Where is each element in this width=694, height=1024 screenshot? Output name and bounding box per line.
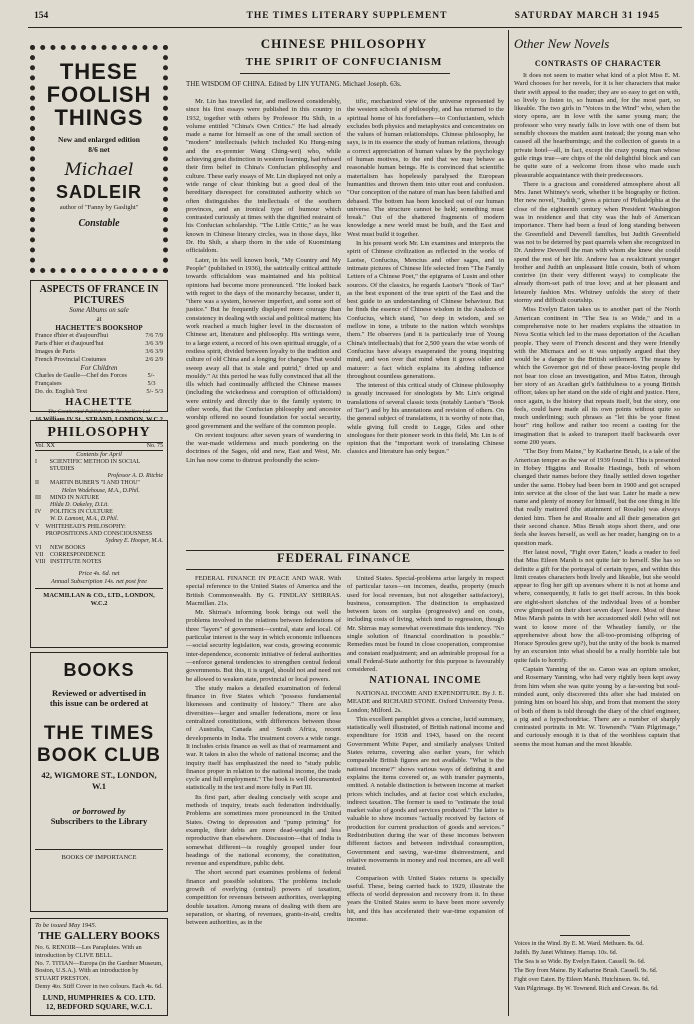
paragraph: Captain Yanning of the ss. Canso was an opium smoker, and Rosemary Yanning, who had very rightly been kept away from him when she was quite young by a far-seeing but soul-minded aunt, only discovered this after she had insisted on joining him on board his ship, and from that moment the story of both of them is told through the diary of the chief engineer, a pig and a hypochondriac. There are a number of sharply contrasted portraits in Mr. W. Townend's "Vain Pilgrimage," and curiously enough it is that of the worthless captain that seems the most human and the most likeable.: [514, 666, 680, 748]
contents-title: [50, 495, 109, 509]
article-column: [347, 690, 504, 1016]
ad-item-price: 5/- 5/3: [146, 388, 163, 396]
contents-title-text: WHITEHEAD'S PHILOSOPHY: PROPOSITIONS AND CONSCIOUSNESS: [45, 523, 153, 537]
ad-line-1: Reviewed or advertised in: [51, 687, 147, 698]
contents-author: Professor A. D. Ritchie: [107, 473, 163, 480]
contents-title: [50, 559, 102, 566]
ad-publisher: Constable: [78, 217, 120, 229]
ad-shop: HACHETTE'S BOOKSHOP: [55, 323, 143, 332]
ad-price: 8/6 net: [88, 144, 110, 154]
contents-item: [35, 524, 163, 546]
booklist-rule: [560, 935, 630, 936]
ad-publisher: HACHETTE: [65, 397, 133, 409]
ad-line-2: this issue can be ordered at: [49, 698, 149, 709]
ad-volume-bar: [35, 442, 163, 452]
paragraph: Later, in his well known book, "My Country and My People" (published in 1936), the satirically critical attitude towards officialdom was maintained and his political opinions had become more pronounced. "He looked back with regret to the days of the monarchy because, under it, "there was a system, however imperfect, and some sort of justice." But he frequently displayed more courage than consistency in dealing with social and political matters; his work reached a much higher level in the discussion of Chinese art, literature and philosophy. His writings were, to a large extent, a record of his own spiritual struggle, of a restless spirit, divided between loyalty to the tradition and culture of old China and a longing for changes "that would sweep away all that is stale and putrid," dried up and mouldy." At this period he was fully convinced that all the ills which had continually afflicted the Chinese masses (including the wickedness and corruption of officialdom) were entirely and directly due to the family system; in other words, that the Confucian philosophy and ancestor worship offered no sound foundation for social security, good government and the welfare of the common people.: [186, 256, 341, 430]
ad-address: 16 William IV St., STRAND, LONDON, W.C.2: [35, 416, 163, 424]
ad-address: 42, WIGMORE ST., LONDON, W.1: [41, 770, 157, 792]
paragraph: "The Boy from Maine," by Katharine Brush, is a tale of the American temper as the war of 1939 found it. This is presented in Hobey Higgins and Rosalie Hastings, both of whom changed their names before they finally settled down together under the same. Hobey had been born in 1900 and got scraped into service at the close of the last war. Later he made a new name and plenty of money for himself, but the one thing in life that really mattered (the attainment of Rosalie) was always denied him. Then he and Rosalie and all their generation get their second chance. Miss Brush stops short there, and one feels she leaves herself, as well as her reader, hanging on to a question mark.: [514, 448, 680, 547]
contents-title: [50, 480, 140, 494]
contents-author: Helen Wodehouse, M.A., D.Phil.: [61, 487, 140, 494]
masthead: THE TIMES LITERARY SUPPLEMENT: [246, 11, 448, 21]
contents-author: Sydney E. Hooper, M.A.: [105, 537, 163, 544]
contents-numeral: VIII: [35, 559, 46, 566]
ad-author-of: author of "Fanny by Gaslight": [59, 203, 139, 211]
ad-author-first: Michael: [64, 160, 134, 181]
ad-item-price: 2/6 2/9: [145, 355, 163, 363]
ad-title: PHILOSOPHY: [47, 425, 151, 440]
contents-item: [35, 559, 163, 566]
ad-item-name: French Provincial Costumes: [35, 355, 107, 363]
ad-aspects-of-france: [30, 280, 168, 424]
ad-contents-list: [35, 459, 163, 567]
ad-item-price: 7/6 7/9: [145, 332, 163, 340]
article-subheading: THE SPIRIT OF CONFUCIANISM: [245, 56, 443, 68]
article-heading: Other New Novels: [514, 36, 610, 51]
ad-item-1: No. 6. RENOIR—Les Parapluies. With an introduction by CLIVE BELL.: [35, 943, 142, 959]
ad-children-list: [35, 372, 163, 396]
ad-item: [35, 348, 163, 356]
issue-date: SATURDAY MARCH 31 1945: [514, 11, 660, 21]
paragraph: Mr. Lin has travelled far, and mellowed considerably, since his first essays were published in this country in 1932, together with others by Professor Hu Shih, in a volume entitled "China's Own Critics." He had already made a name for himself as one of the small section of "modern" intellectuals (which included Ku Hung-ming and the ex-premier Wang Ching-wei) who, while achieving great distinction in western learning, had refused their firm belief in China's Confucian philosophy and culture. These early essays of Mr. Lin displayed not only a wide range of clear thinking but a good deal of the hereditary disrespect for constituted authority which so often distinguishes the intellectuals of the southern provinces, and an ironical type of humour which contrasted curiously at times with the dignified restraint of his Confucian scholarship. "The Little Critic," as he was known in Chinese literary circles, was in those days, like Dr. Hu Shih, a sharp thorn in the side of Kuomintang officialdom.: [186, 98, 341, 255]
ad-item: [35, 356, 163, 364]
article-column: [347, 575, 504, 674]
ad-item-name: Charles de Gaulle—Chef des Forces Françaises: [35, 372, 127, 388]
ad-item-list: [35, 332, 163, 363]
ad-gallery-books: [30, 918, 168, 1016]
ad-availability: Some Albums on sale: [69, 306, 129, 314]
ad-item: [35, 340, 163, 348]
header-rule: [28, 27, 682, 28]
paragraph: Its first part, after dealing concisely with scope and methods of inquiry, treats each federation individually. Problems are sometimes more pronounced in the United States. Owing to depression and "pump priming" for example, their debts are more dead-weight and less reproductive than elsewhere. Discussion—that of India is somewhat different—is roughly grouped under four headings of the national economy, the constitution, revenue and expenditure, public debt.: [186, 793, 341, 868]
contents-title: [50, 545, 85, 552]
page-header: [10, 11, 684, 25]
contents-item: [35, 552, 163, 559]
paragraph: The study makes a detailed examination of federal finance in five States which "possess fundamental likenesses and continuity of history." There are also diversities—larger and smaller federations, more or less centralized constitutions, with differences between those of Australia, Canada and South Africa, recent developments in India. The treatment covers a wide range. It includes crisis finance as well as that of rearmament and war. It takes in also the whole of national income; and the inquiry itself has emphasized the need to "study public finance proper in relation to the national income, the trade cycle and full employment." The book is well documented statistically in the text and more fully in Part III.: [186, 684, 341, 792]
ad-club-name: THE TIMES BOOK CLUB: [36, 722, 162, 766]
ad-item: [35, 388, 163, 396]
review-line: THE WISDOM OF CHINA. Edited by LIN YUTANG. Michael Joseph. 63s.: [186, 80, 402, 88]
paragraph: United States. Special-problems arise largely in respect of particular taxes—on incomes, deaths, property (much used for local revenues, but not altogether satisfactory), business, consumption. The distinction is emphasized between taxes on surplus (progressive) and on costs, including costs of living, which tend to regression, though Mr. Shirras may somewhat overestimate this tendency. "No single solution of financial coordination is possible." Remedies must be found in close cooperation, compromise and constant readjustment; and an admirable proposal for a small Federal-State authority for this purpose is favourably considered.: [347, 575, 504, 674]
paragraph: NATIONAL INCOME AND EXPENDITURE. By J. E. MEADE and RICHARD STONE. Oxford University Press. London; Milford. 2s.: [347, 690, 504, 714]
article-column: [514, 72, 680, 932]
ad-publisher-sub: The Continental Publishers & Booksellers Ltd: [48, 409, 150, 416]
contents-title-text: POLITICS IN CULTURE: [50, 509, 113, 516]
paragraph: On revient toujours: after seven years of wandering in the war-made wilderness and much pondering on the doctrines of the Sages, old and new, East and West, Mr. Lin has now come to distrust profoundly the scien-: [186, 431, 341, 464]
ad-number: No. 75: [146, 442, 163, 449]
ad-books-of-importance: BOOKS OF IMPORTANCE: [35, 849, 163, 862]
ad-books-title: BOOKS: [63, 660, 135, 680]
ad-price: Price 4s. 6d. net: [78, 569, 120, 577]
ad-item-3: Demy 4to. Stiff Cover in two colours. Each 4s. 6d.: [35, 983, 163, 991]
contents-title-text: MIND IN NATURE: [50, 494, 99, 501]
contents-numeral: I: [35, 458, 37, 465]
ad-or: or borrowed by: [72, 805, 126, 816]
contents-title: [50, 459, 163, 481]
contents-numeral: III: [35, 494, 41, 501]
ad-item-name: France d'hier et d'aujourd'hui: [35, 332, 109, 340]
ad-item-price: 3/6 3/9: [145, 340, 163, 348]
book-list-item: Fight over Eaten. By Eileen Marsh. Hutchinson. 9s. 6d.: [514, 977, 650, 983]
article-column: [347, 98, 504, 553]
ad-times-book-club: [30, 652, 168, 912]
paragraph: Her latest novel, "Fight over Eaten," leads a reader to feel that Miss Eileen Marsh is not quite fair to herself. She has so definite a gift for the portrayal of certain types, and within this limit creates characters both lively and likeable, but she would appear to flog her gift up avenues where it is not at home and where, consequently, it fails to get itself across. In this book are eight-short sketches of the individual lives of a bomber crew glimpsed on their short seven days' leave. Most of these Miss Marsh paints in with her accustomed skill (who will not want to know more of the Wheatley family, or the apprehensive about how the all-too-promising offspring of Horace Sproules grew up?), but the unity of the book is marred by an excursion into what should be a really horrible tale but quite fails to horrify.: [514, 548, 680, 664]
contents-title: [50, 509, 118, 523]
ad-book-title: THESE FOOLISH THINGS: [46, 59, 152, 131]
paragraph: FEDERAL FINANCE IN PEACE AND WAR. With special reference to the United States of America and the British Commonwealth. By G. FINDLAY SHIRRAS. Macmillan. 21s.: [186, 575, 341, 607]
book-list: [514, 940, 680, 994]
ad-title: THE GALLERY BOOKS: [38, 930, 160, 943]
contents-title-text: INSTITUTE NOTES: [50, 559, 102, 566]
heading-rule: [186, 569, 504, 570]
ad-item: [35, 372, 163, 388]
article-column: [186, 575, 341, 1016]
ad-subscribers: Subscribers to the Library: [50, 816, 148, 827]
contents-numeral: V: [35, 523, 40, 530]
ad-edition: New and enlarged edition: [58, 135, 140, 145]
article-heading: CHINESE PHILOSOPHY: [260, 36, 428, 51]
ad-firm: LUND, HUMPHRIES & CO. LTD.: [42, 993, 156, 1003]
column-rule: [508, 30, 509, 1016]
contents-numeral: IV: [35, 509, 42, 516]
contents-author: W. D. Lamont, M.A., D.Phil.: [50, 516, 119, 523]
contents-numeral: II: [35, 480, 39, 487]
ad-volume: Vol. XX: [35, 442, 55, 449]
paragraph: This excellent pamphlet gives a concise, lucid summary, statistically well illustrated, of British national income and expenditure for 1938 and 1943, based on the recent Government White Paper, and similarly analyses United States returns, covering also earlier years, for which comparable British figures are not available. "What is the national income?" shows various ways of defining it and explains the items covered or, as with transfer payments, omitted. A notable distinction is between income at market prices which includes, and at factor cost which excludes, indirect taxation. The former is used to "estimate the total market value of goods and services produced." The latter is valuable to show incomes "actually received by factors of production for current production of goods and services." Redistribution during the war of these incomes between different factors and between individual consumption, Government and saving, war-time disinvestment, and relative movements in money and real incomes, are all well treated.: [347, 715, 504, 873]
contents-item: [35, 509, 163, 523]
paragraph: Comparison with United States returns is specially useful. These, being carried back to 1929, illustrate the effects of world depression and recovery from it. In these years the United States seem to have been more severely hit, and this has accelerated their war-time expansion of income.: [347, 874, 504, 924]
ad-philosophy-journal: [30, 420, 168, 648]
heading-rule: [240, 73, 450, 74]
ad-item-name: Images de Paris: [35, 347, 75, 355]
ad-item: [35, 332, 163, 340]
paragraph: There is a gracious and considered atmosphere about all Mrs. Janet Whitney's work, whether it be biography or fiction. Her new novel, "Judith," gives a picture of Philadelphia at the close of the eighteenth century when President Washington was in residence and that city was the hub of American importance. There had been a feud of long standing between the Greenfield and Deverell families, but Judith Greenfield was not to be deterred by past quarrels when she recognized in Dr. Andrew Deverell the man with whom she knew she could spend the rest of her life. Andrew has a recalcitrant younger brother and Judith an unpleasant little cousin, both of whom contrive (in their very different ways) to complicate the already thorn-set path of true love; and at her pleasant and leisurely fashion Mrs. Whitney unfolds the story of their stormy and difficult courtship.: [514, 180, 680, 305]
ad-author-last: SADLEIR: [55, 182, 142, 203]
contents-author: Hilda D. Oakeley, D.Lit.: [50, 501, 109, 508]
book-list-item: Voices in the Wind. By E. M. Ward. Methuen. 8s. 6d.: [514, 941, 644, 947]
contents-item: [35, 459, 163, 481]
contents-item: [35, 480, 163, 494]
paragraph: In his present work Mr. Lin examines and interprets the spirit of Chinese civilization as reflected in the works of Laotse, Confucius, Mencius and other sages, and in intimate pictures of Chinese life selected from "The Family Letters of a Chinese Poet," the epigrams of Lusin and other sources. Of the classics, he regards Laotse's "Book of Tao" as the best exponent of the true spirit of the East and the best guide to an understanding of Chinese behaviour. But he finds the essence of Chinese wisdom in the Analects of Confucius, which stand, "so deep in wisdom, and so mellow in tone, a tribute to the nation which worships them." He observes (and it is particularly true of Young China's intellectuals) that for 2,500 years the wise words of Confucius have always exasperated the young inquiring mind, and won over that mind when it grows older and maturer: a fact which explains its abiding influence throughout countless generations.: [347, 240, 504, 380]
article-heading: NATIONAL INCOME: [369, 675, 482, 686]
contents-numeral: VII: [35, 552, 44, 559]
ad-contents-heading: Contents for April: [76, 451, 122, 458]
ad-these-foolish-things: [30, 45, 168, 273]
ad-subscription: Annual Subscription 14s. net post free: [51, 577, 147, 585]
paragraph: The interest of this critical study of Chinese philosophy is greatly increased for sinologists by Mr. Lin's original translations of several classic texts (notably Laotse's "Book of Tao") and by his annotations and revision of others. On the general subject of translations, it is worthy of note that, while giving full credit to Legge, Giles and other sinologues for their pioneer work in this field, Mr. Lin is of opinion that the "important work of translating Chinese classics and literature has only begun.": [347, 382, 504, 456]
ad-issue-note: To be issued May 1945.: [35, 922, 97, 929]
ad-firm-address: 12, BEDFORD SQUARE, W.C.1.: [45, 1002, 153, 1012]
book-list-item: Judith. By Janet Whitney. Harrap. 10s. 6d.: [514, 950, 618, 956]
article-column: [186, 98, 341, 553]
page-number: 154: [34, 11, 49, 21]
contents-title-text: CORRESPONDENCE: [50, 552, 106, 559]
ad-title: ASPECTS OF FRANCE IN PICTURES: [39, 284, 159, 306]
ad-item-price: 3/6 3/9: [145, 347, 163, 355]
book-list-item: The Sea is so Wide. By Evelyn Eaton. Cassell. 9s. 6d.: [514, 959, 646, 965]
ad-publisher: MACMILLAN & CO., LTD., LONDON, W.C.2: [35, 588, 163, 608]
ad-at: at: [96, 314, 102, 323]
book-list-item: The Boy from Maine. By Katharine Brush. Cassell. 9s. 6d.: [514, 968, 658, 974]
contents-numeral: VI: [35, 545, 42, 552]
contents-title: [50, 552, 105, 559]
contents-title-text: NEW BOOKS: [50, 545, 86, 552]
contents-title-text: SCIENTIFIC METHOD IN SOCIAL STUDIES: [49, 458, 140, 473]
book-list-item: Vain Pilgrimage. By W. Townend. Rich and Cowan. 8s. 6d.: [514, 986, 659, 992]
paragraph: Miss Evelyn Eaton takes us to another part of the North American continent in "The Sea is so Wide," and in a comprehensive note to her readers explains the situation in Nova Scotia which led to the mass deportation of the Acadian people. They were of French descent and they were friendly with the Micmacs and so it was unjustly argued that they would be a danger to the British settlement. The means by which the Governor got rid of these peace-loving people did not bear too close an investigation, and Miss Eaton, through her story of an Acadian girl's faithfulness to a young British officer, takes up her stand on the side of right and justice. Here, once again, is the history that repeats itself, but the story, one feels, could have made all its own points without quite so much underlining; such phrases as "let this be your finest hour" ring hollow and rather too recent a casting for the imagination that is asked to transport itself backwards over some 200 years.: [514, 306, 680, 447]
contents-item: [35, 545, 163, 552]
paragraph: Mr. Shirras's informing book brings out well the problems involved in the relations between federations of three "layers" of government—central, state and local. Of particular interest is the way in which economic influences—social security legislation, war costs, growing economic inter-dependence, economic initiative of federal authorities—enforce general tendencies to strengthen central federal governments. But this, it is urged, should not and need not be allowed to weaken state, provincial or local powers.: [186, 609, 341, 683]
article-heading: FEDERAL FINANCE: [276, 551, 412, 565]
contents-item: [35, 495, 163, 509]
contents-title: [45, 524, 163, 546]
ad-item-2: No. 7. TITIAN—Europa (in the Gardner Museum, Boston, U.S.A.). With an introduction by STUART PRESTON.: [35, 959, 163, 983]
ad-item-price: 5/- 5/3: [147, 372, 156, 388]
ad-item-name: Do. do. English Text: [35, 388, 88, 396]
paragraph: It does not seem to matter what kind of a plot Miss E. M. Ward chooses for her novels, for it is her characters that make their swift appeal to the reader; they are so easy to get on with, so lively to listen to, so human and, for the most part, so likeable. The two girls in "Voices in the Wind" who, when the story opens, are in love with the same young man; the professor who very nearly falls in love with one of them but sensibly chooses the maiden aunt instead; the young man who caused all the heartburnings; and the collection of guests in a private hotel—all, in fact, except the crazy young man whose guile rings true—are chips of the old delightful block and can be quite sure of a welcome from those who made such pleasurable acquaintance with their predecessors.: [514, 72, 680, 179]
paragraph: The short second part examines problems of federal finance and possible solutions. The problems include growth of overlying (central) powers of taxation, competition for revenues between authorities, overlapping double taxation. Among means of dealing with them are separation, or sharing, of revenues, grants-in-aid, credits between authorities, as in the: [186, 869, 341, 927]
article-subheading: CONTRASTS OF CHARACTER: [534, 59, 662, 68]
ad-item-name: Paris d'hier et d'aujourd'hui: [35, 340, 104, 348]
contents-title-text: MARTIN BUBER'S "I AND THOU": [50, 480, 140, 487]
ad-children: For Children: [80, 363, 118, 372]
paragraph: tific, mechanized view of the universe represented by the western schools of philosophy, and has returned to the spiritual home of his forefathers—to Confucianism, which excludes both physics and metaphysics and concentrates on the values of human relationships. Chinese philosophy, he says, is in its essence the study of human relations, through a correct appreciation of human values by the psychology of human motives, to the end that we may behave as reasonable human beings. He is convinced that scientific materialism has hopelessly paralysed the European humanities and thrown them into utter rout and confusion. "Our conception of the nature of man has been falsified and debased. The bottom has been knocked out of our human universe. The structure cannot be held; something must break." Out of the shattered fragments of modern knowledge a new world must be built, and the East and West must build it together.: [347, 98, 504, 238]
